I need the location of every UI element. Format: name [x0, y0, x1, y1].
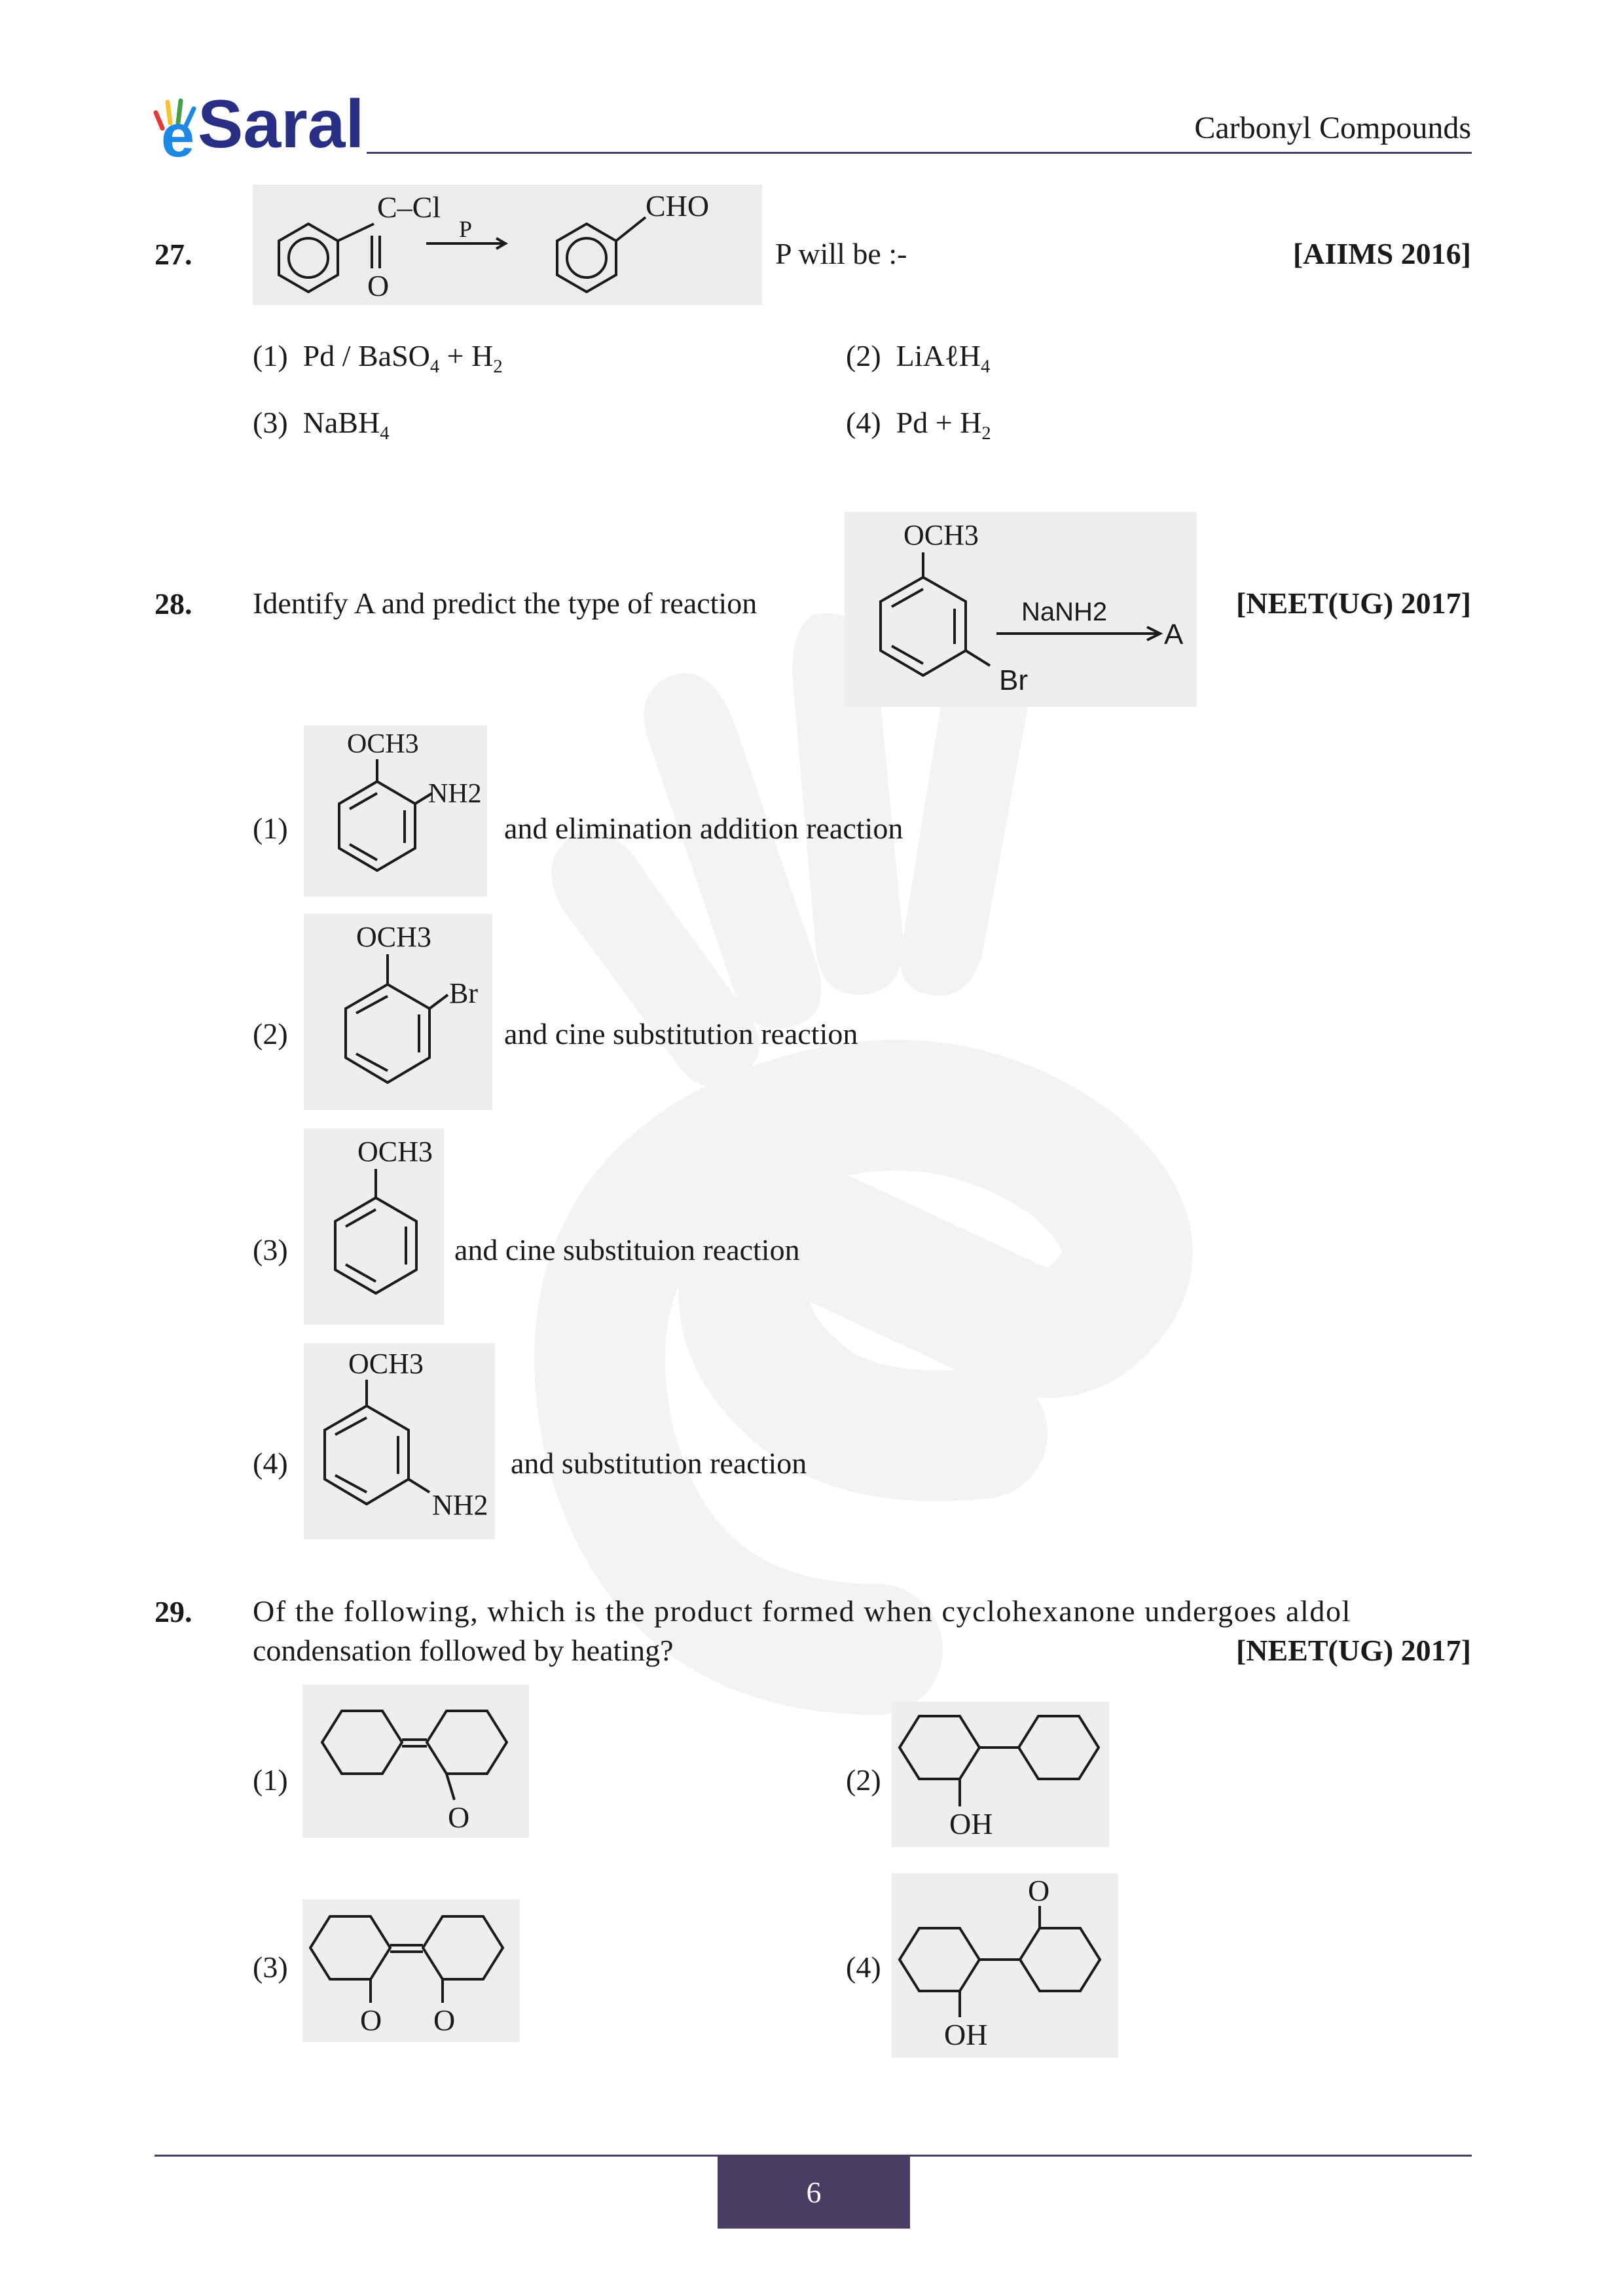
q27-option-1: (1) Pd / BaSO$_4$ + $H_2$ — [253, 339, 503, 378]
svg-text:OCH3: OCH3 — [347, 729, 419, 759]
svg-text:NH2: NH2 — [432, 1489, 488, 1521]
svg-text:OCH3: OCH3 — [357, 1136, 433, 1168]
q29-option-4-structure — [892, 1873, 1118, 2058]
q29-option-2-label: (2) — [846, 1763, 881, 1797]
question-27-text: P will be :- — [775, 237, 907, 270]
svg-text:O: O — [1028, 1874, 1050, 1907]
q28-option-3-text: and cine substituion reaction — [454, 1233, 800, 1266]
svg-text:NH2: NH2 — [428, 779, 482, 809]
q27-group-cho: CHO — [646, 189, 710, 223]
question-28-source: [NEET(UG) 2017] — [1235, 586, 1471, 620]
q27-option-3: (3) NaBH$_4$ — [253, 406, 390, 444]
q28-group-och3: OCH3 — [903, 519, 979, 551]
watermark-logo — [511, 602, 1231, 1715]
q28-option-4-text: and substitution reaction — [511, 1446, 807, 1480]
q27-reagent-p: P — [459, 216, 473, 242]
page-number-box — [718, 2157, 910, 2229]
q28-option-1-text: and elimination addition reaction — [504, 812, 903, 845]
q27-group-o: O — [367, 269, 390, 302]
q28-option-1-label: (1) — [253, 812, 288, 845]
q29-option-3-structure — [302, 1899, 520, 2042]
q29-option-4-label: (4) — [846, 1950, 881, 1984]
q28-option-4-structure — [304, 1343, 495, 1539]
svg-text:OCH3: OCH3 — [348, 1348, 424, 1380]
svg-text:OH: OH — [944, 2018, 988, 2051]
q27-option-4: (4) $Pd + H_2$ — [846, 406, 991, 444]
svg-text:O: O — [433, 2003, 456, 2037]
q29-option-1-label: (1) — [253, 1763, 288, 1797]
q28-group-br: Br — [999, 664, 1028, 696]
page-number: 6 — [806, 2176, 822, 2209]
header-rule — [367, 152, 1472, 154]
svg-text:O: O — [448, 1801, 470, 1834]
q28-option-2-text: and cine substitution reaction — [504, 1017, 858, 1050]
q27-option-2: (2) LiAℓH$_4$ — [846, 339, 991, 378]
question-29-line-2: condensation followed by heating? — [253, 1634, 674, 1667]
logo-e: e — [161, 103, 195, 170]
q28-option-3-structure — [304, 1128, 444, 1325]
svg-text:O: O — [360, 2003, 382, 2037]
q29-option-2-structure — [892, 1702, 1109, 1847]
question-28-text: Identify A and predict the type of reaction — [253, 586, 757, 620]
q28-option-2-structure — [304, 914, 492, 1110]
page-header-title: Carbonyl Compounds — [1194, 111, 1471, 145]
svg-text:OH: OH — [949, 1807, 993, 1840]
q28-option-2-label: (2) — [253, 1017, 288, 1050]
q29-option-3-label: (3) — [253, 1950, 288, 1984]
q28-option-4-label: (4) — [253, 1446, 288, 1480]
logo-saral: Saral — [198, 86, 365, 162]
q27-group-ccl: C–Cl — [377, 190, 441, 224]
q29-option-1-structure — [302, 1685, 529, 1838]
q28-reagent: NaNH2 — [1021, 598, 1108, 626]
question-29-number: 29. — [155, 1595, 192, 1628]
q28-reaction-figure — [845, 512, 1197, 707]
question-29-source: [NEET(UG) 2017] — [1235, 1634, 1471, 1667]
q28-product-a: A — [1164, 619, 1184, 651]
svg-text:Br: Br — [449, 977, 478, 1009]
q28-option-1-structure — [304, 725, 487, 897]
question-28-number: 28. — [155, 587, 192, 620]
question-29-line-1: Of the following, which is the product formed when cyclohexanone undergoes aldol — [253, 1594, 1351, 1628]
q27-reaction-figure — [253, 185, 762, 305]
question-27-number: 27. — [155, 238, 192, 271]
svg-text:OCH3: OCH3 — [356, 921, 431, 953]
question-27-source: [AIIMS 2016] — [1292, 237, 1471, 270]
q28-option-3-label: (3) — [253, 1233, 288, 1266]
